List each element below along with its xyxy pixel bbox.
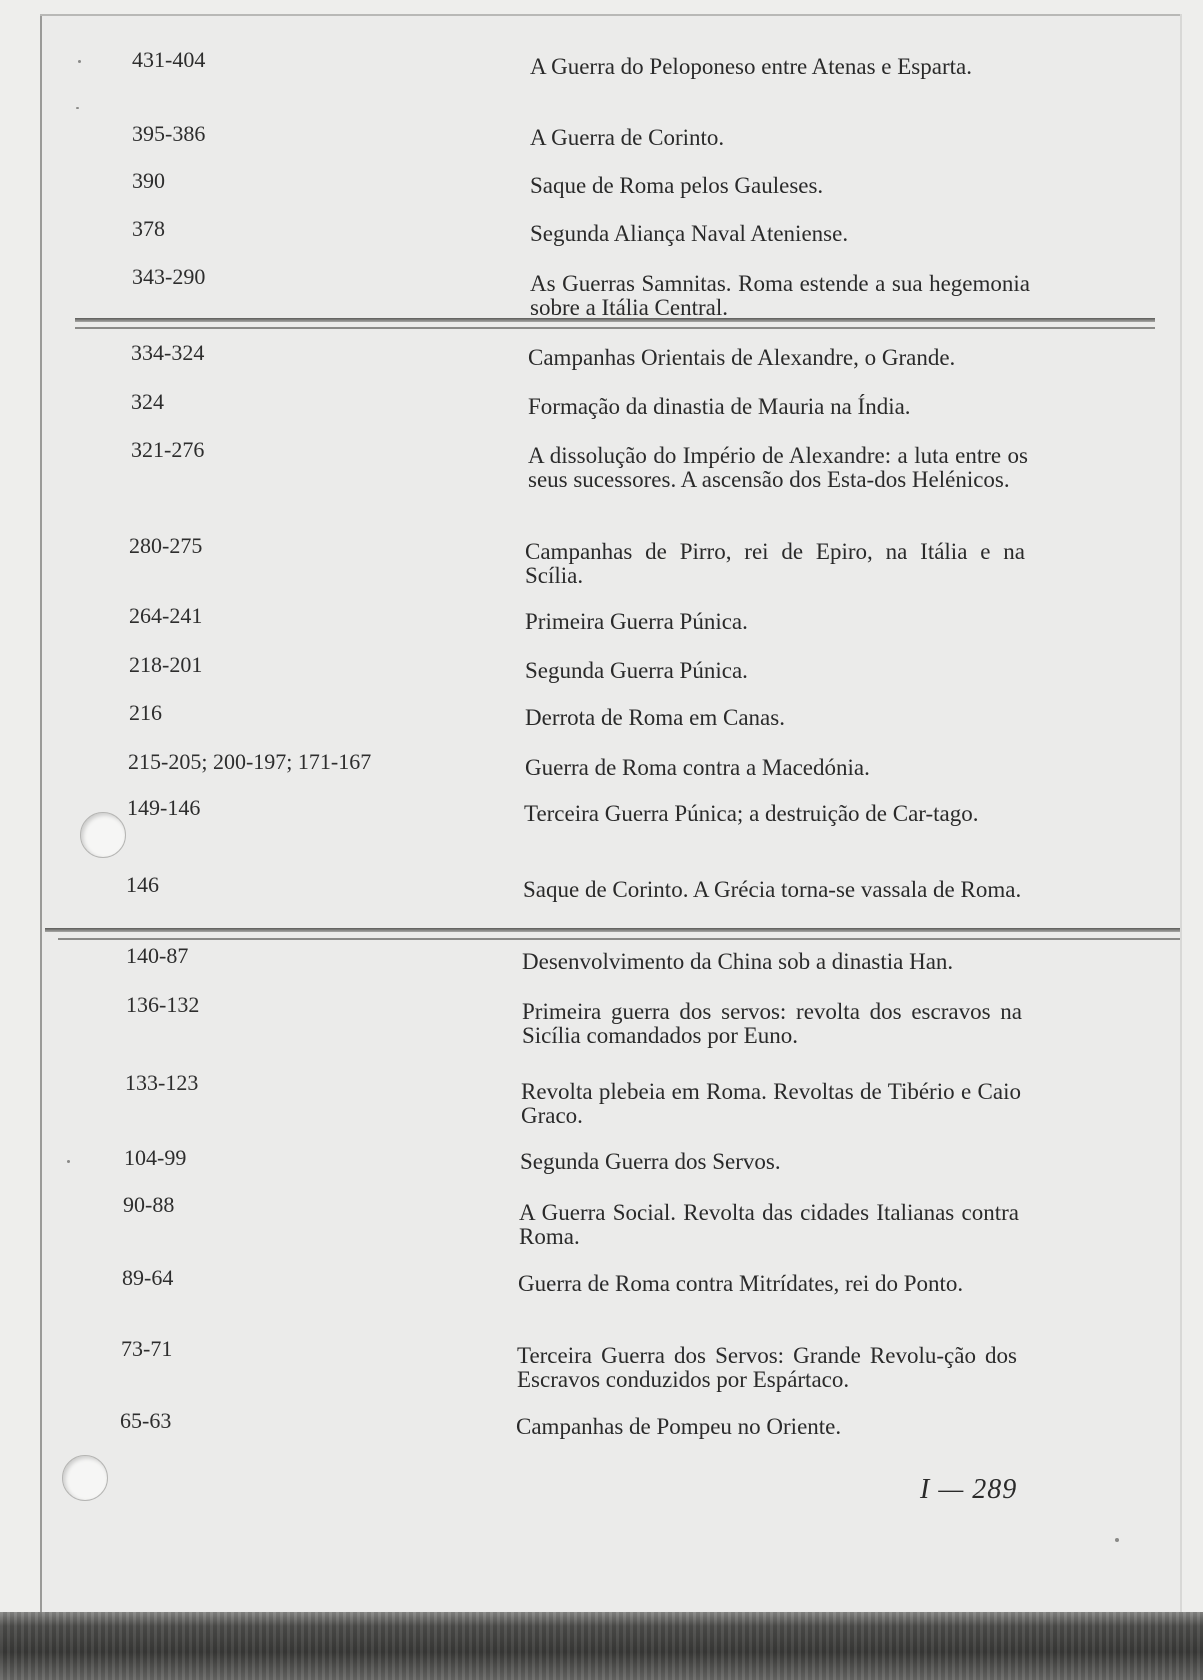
- entry-date: 104-99: [124, 1145, 187, 1170]
- entry-date: 334-324: [131, 340, 205, 365]
- entry-event: Primeira guerra dos servos: revolta dos escravos na Sicília comandados por Euno.: [522, 999, 1022, 1048]
- entry-event: Segunda Guerra Púnica.: [525, 658, 748, 683]
- entry-event: Segunda Guerra dos Servos.: [520, 1149, 781, 1174]
- entry-date: 146: [126, 872, 159, 897]
- entry-date: 378: [132, 216, 165, 241]
- punch-hole: [80, 812, 126, 858]
- entry-date: 343-290: [132, 264, 206, 289]
- entry-event: Terceira Guerra Púnica; a destruição de Car-tago.: [524, 801, 979, 826]
- entry-event: A Guerra Social. Revolta das cidades Italianas contra Roma.: [519, 1200, 1019, 1249]
- paper-left-edge: [40, 14, 42, 1626]
- entry-date: 321-276: [131, 437, 205, 462]
- entry-date: 395-386: [132, 121, 206, 146]
- entry-event: Segunda Aliança Naval Ateniense.: [530, 221, 849, 246]
- entry-event: A dissolução do Império de Alexandre: a luta entre os seus sucessores. A ascensão dos Esta-dos Helénicos.: [528, 443, 1028, 492]
- entry-event: Guerra de Roma contra Mitrídates, rei do Ponto.: [518, 1271, 964, 1296]
- entry-event: Saque de Corinto. A Grécia torna-se vassala de Roma.: [523, 877, 1022, 902]
- entry-event: Derrota de Roma em Canas.: [525, 705, 785, 730]
- entry-date: 90-88: [123, 1192, 175, 1217]
- entry-date: 390: [132, 168, 165, 193]
- entry-date: 324: [131, 389, 164, 414]
- page-number: I — 289: [920, 1474, 1018, 1505]
- entry-date: 73-71: [121, 1336, 173, 1361]
- entry-date: 218-201: [129, 652, 203, 677]
- scan-speck: [67, 1160, 70, 1163]
- section-divider-shadow: [75, 327, 1155, 329]
- entry-event: Guerra de Roma contra a Macedónia.: [525, 755, 870, 780]
- entry-event: Saque de Roma pelos Gauleses.: [530, 173, 824, 198]
- entry-date: 140-87: [126, 943, 189, 968]
- entry-event: A Guerra do Peloponeso entre Atenas e Esparta.: [530, 54, 972, 79]
- entry-date: 149-146: [127, 795, 201, 820]
- entry-event: Campanhas de Pompeu no Oriente.: [516, 1414, 842, 1439]
- entry-event: A Guerra de Corinto.: [530, 125, 725, 150]
- punch-hole: [62, 1455, 108, 1501]
- entry-event: Primeira Guerra Púnica.: [525, 609, 748, 634]
- entry-event: Revolta plebeia em Roma. Revoltas de Tibério e Caio Graco.: [521, 1079, 1021, 1128]
- entry-event: Campanhas Orientais de Alexandre, o Grande.: [528, 345, 956, 370]
- paper-top-edge: [40, 14, 1180, 16]
- scan-speck: [76, 107, 79, 109]
- section-divider: [45, 928, 1180, 932]
- entry-date: 431-404: [132, 47, 206, 72]
- entry-event: Desenvolvimento da China sob a dinastia Han.: [522, 949, 954, 974]
- entry-date: 280-275: [129, 533, 203, 558]
- entry-date: 65-63: [120, 1408, 172, 1433]
- scan-speck: [78, 60, 81, 63]
- entry-date: 136-132: [126, 992, 200, 1017]
- entry-event: Campanhas de Pirro, rei de Epiro, na Itália e na Scília.: [525, 539, 1025, 588]
- entry-event: Terceira Guerra dos Servos: Grande Revolu-ção dos Escravos conduzidos por Espártaco.: [517, 1343, 1017, 1392]
- entry-event: As Guerras Samnitas. Roma estende a sua hegemonia sobre a Itália Central.: [530, 271, 1030, 320]
- scan-speck: [1115, 1538, 1119, 1542]
- scanner-shadow-band: [0, 1612, 1203, 1680]
- entry-date: 89-64: [122, 1265, 174, 1290]
- entry-date: 264-241: [129, 603, 203, 628]
- entry-date: 133-123: [125, 1070, 199, 1095]
- section-divider-shadow: [58, 938, 1180, 940]
- entry-event: Formação da dinastia de Mauria na Índia.: [528, 394, 911, 419]
- entry-date: 216: [129, 700, 162, 725]
- entry-date: 215-205; 200-197; 171-167: [128, 749, 372, 774]
